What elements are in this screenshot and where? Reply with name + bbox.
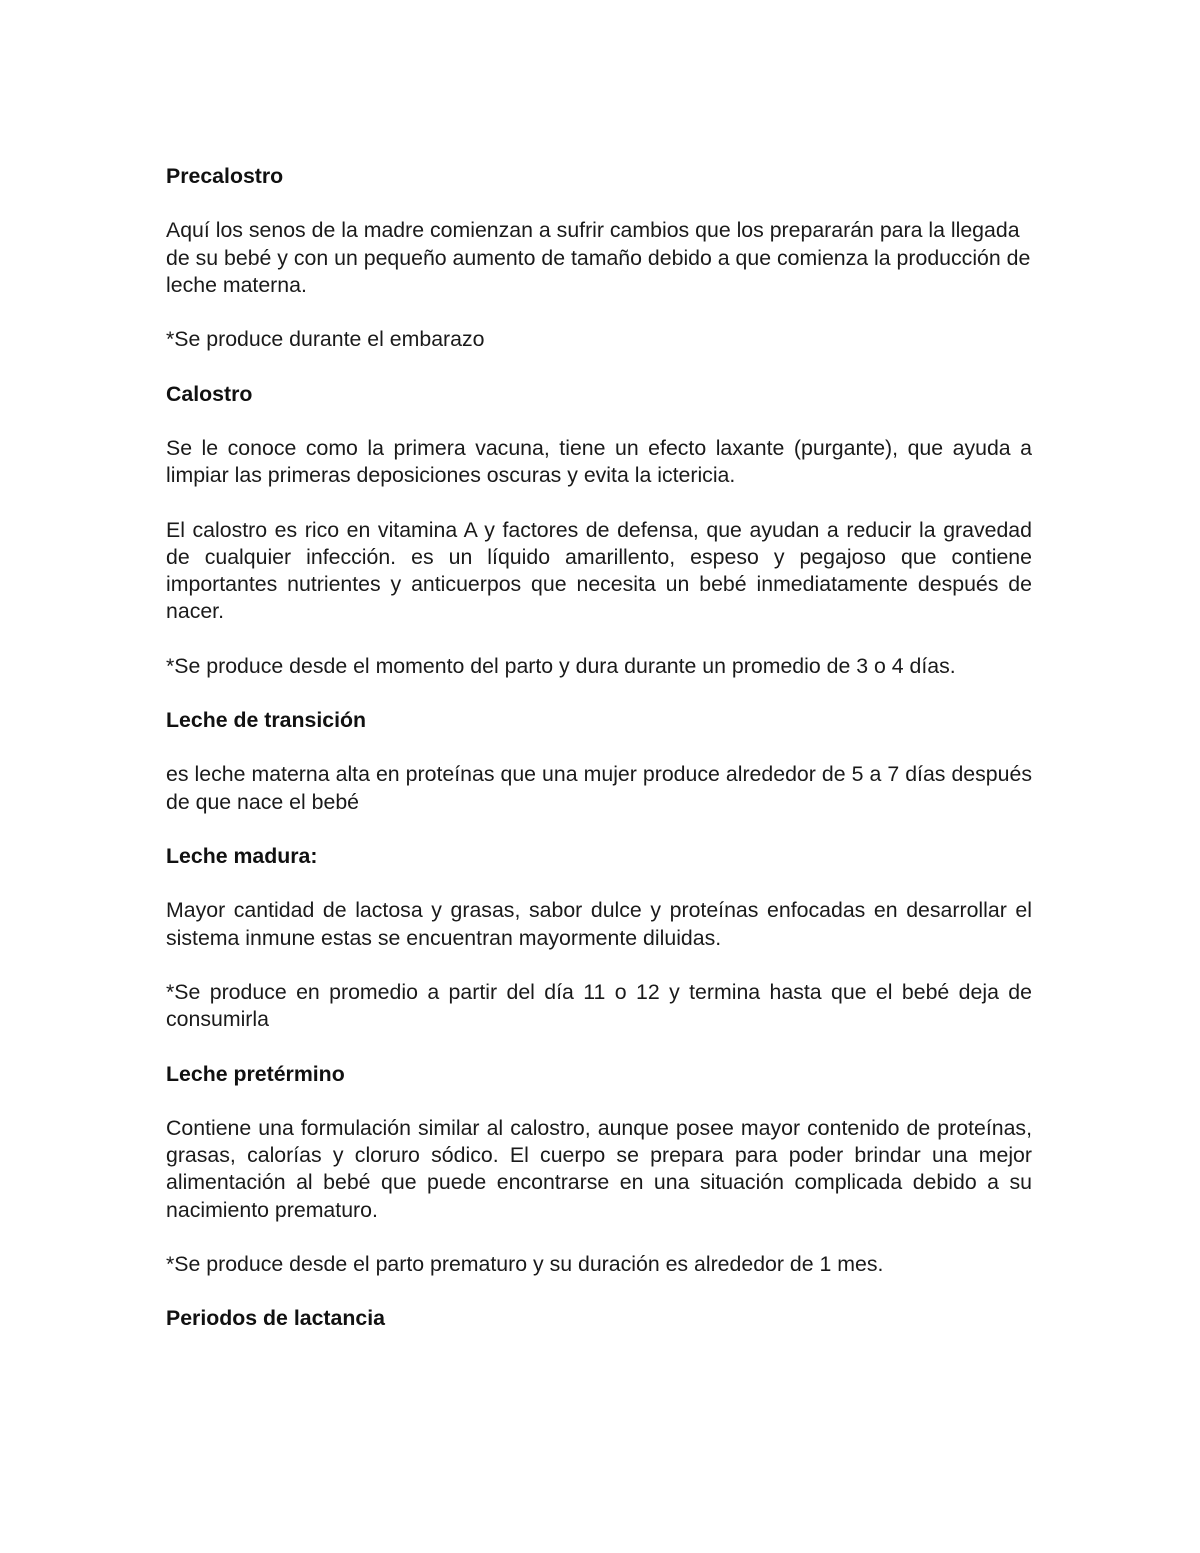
note-leche-madura: *Se produce en promedio a partir del día 11 o 12 y termina hasta que el bebé deja de consumirla <box>166 979 1032 1032</box>
note-leche-pretermino: *Se produce desde el parto prematuro y su duración es alrededor de 1 mes. <box>166 1251 884 1276</box>
heading-precalostro: Precalostro <box>166 164 284 188</box>
paragraph-calostro-description: Se le conoce como la primera vacuna, tiene un efecto laxante (purgante), que ayuda a limpiar las primeras deposiciones oscuras y evita la ictericia. <box>166 435 1032 488</box>
heading-leche-transicion: Leche de transición <box>166 707 367 732</box>
heading-leche-madura: Leche madura: <box>166 843 318 868</box>
note-precalostro: *Se produce durante el embarazo <box>166 327 485 352</box>
heading-periodos-lactancia: Periodos de lactancia <box>166 1306 385 1331</box>
heading-leche-pretermino: Leche pretérmino <box>166 1061 345 1086</box>
paragraph-calostro-composition: El calostro es rico en vitamina A y factores de defensa, que ayudan a reducir la gravedad de cualquier infección. es un líquido amarillento, espeso y pegajoso que contiene importantes nutrientes y anticuerpos que necesita un bebé inmediatamente después de nacer. <box>166 517 1032 624</box>
document-body <box>166 163 1032 1360</box>
paragraph-leche-transicion: es leche materna alta en proteínas que una mujer produce alrededor de 5 a 7 días después de que nace el bebé <box>166 762 1032 814</box>
paragraph-precalostro-description: Aquí los senos de la madre comienzan a sufrir cambios que los prepararán para la llegada de su bebé y con un pequeño aumento de tamaño debido a que comienza la producción de leche materna. <box>166 218 1031 297</box>
paragraph-leche-pretermino: Contiene una formulación similar al calostro, aunque posee mayor contenido de proteínas, grasas, calorías y cloruro sódico. El cuerpo se prepara para poder brindar una mejor alimentación al bebé que puede encontrarse en una situación complicada debido a su nacimiento prematuro. <box>166 1115 1032 1222</box>
heading-calostro: Calostro <box>166 381 253 406</box>
note-calostro: *Se produce desde el momento del parto y dura durante un promedio de 3 o 4 días. <box>166 653 956 678</box>
paragraph-leche-madura: Mayor cantidad de lactosa y grasas, sabor dulce y proteínas enfocadas en desarrollar el sistema inmune estas se encuentran mayormente diluidas. <box>166 898 1032 950</box>
